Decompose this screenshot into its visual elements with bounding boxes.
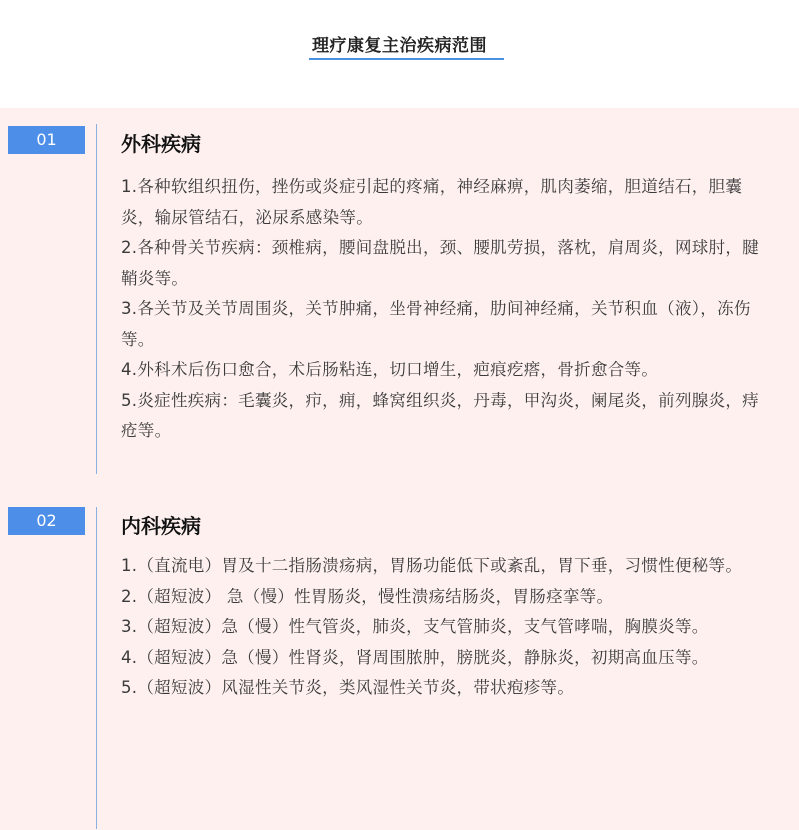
content-panel xyxy=(0,108,799,830)
list-item: 1.各种软组织扭伤，挫伤或炎症引起的疼痛，神经麻痹，肌肉萎缩，胆道结石，胆囊炎，输尿管结石，泌尿系感染等。 xyxy=(121,177,743,227)
disease-list xyxy=(121,551,771,704)
section-heading: 内科疾病 xyxy=(121,514,201,538)
list-item: 4.（超短波）急（慢）性肾炎，肾周围脓肿，膀胱炎，静脉炎，初期高血压等。 xyxy=(121,647,709,667)
list-item: 2.各种骨关节疾病：颈椎病，腰间盘脱出，颈、腰肌劳损，落枕，肩周炎，网球肘，腱鞘炎等。 xyxy=(121,238,759,288)
section-number-badge: 01 xyxy=(8,126,85,154)
section-heading: 外科疾病 xyxy=(121,132,201,156)
list-item: 1.（直流电）胃及十二指肠溃疡病，胃肠功能低下或紊乱，胃下垂，习惯性便秘等。 xyxy=(121,556,743,575)
list-item: 5.（超短波）风湿性关节炎，类风湿性关节炎，带状疱疹等。 xyxy=(121,678,575,697)
list-item: 3.（超短波）急（慢）性气管炎，肺炎，支气管肺炎，支气管哮喘，胸膜炎等。 xyxy=(121,617,709,636)
title-underline xyxy=(309,58,504,60)
list-item: 3.各关节及关节周围炎，关节肿痛，坐骨神经痛，肋间神经痛，关节积血（液），冻伤等。 xyxy=(121,299,751,349)
section-number-badge: 02 xyxy=(8,507,85,535)
page-title: 理疗康复主治疾病范围 xyxy=(312,36,487,56)
list-item: 4.外科术后伤口愈合，术后肠粘连，切口增生，疤痕疙瘩，骨折愈合等。 xyxy=(121,360,659,379)
list-item: 5.炎症性疾病：毛囊炎，疖，痈，蜂窝组织炎，丹毒，甲沟炎，阑尾炎，前列腺炎，痔疮等。 xyxy=(121,390,759,440)
section-divider-line xyxy=(96,124,97,474)
section-divider-line xyxy=(96,507,97,829)
page-header xyxy=(0,0,799,108)
disease-list xyxy=(121,172,771,447)
list-item: 2.（超短波） 急（慢）性胃肠炎，慢性溃疡结肠炎，胃肠痉挛等。 xyxy=(121,586,614,606)
